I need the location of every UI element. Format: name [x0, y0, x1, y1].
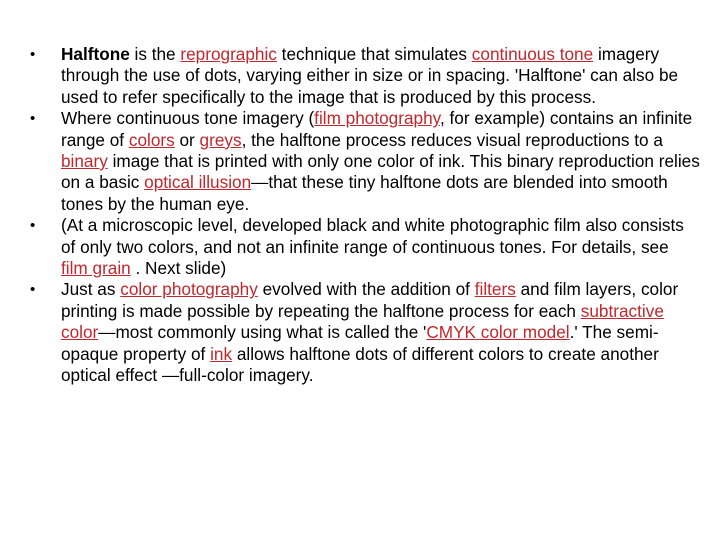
text-span: —most commonly using what is called the ' — [98, 322, 427, 343]
bullet-list — [28, 44, 700, 387]
bullet-dot-icon: • — [30, 217, 36, 235]
bullet-item — [28, 108, 700, 215]
text-span: and film layers, color printing is made possible by repeating the halftone process for each — [61, 279, 679, 321]
term-halftone: Halftone — [61, 44, 130, 64]
bullet-dot-icon: • — [30, 281, 36, 299]
slide-body — [28, 44, 700, 387]
text-span: , the halftone process reduces visual reproductions to a — [241, 129, 663, 150]
text-span: , for example) contains an infinite range of — [61, 108, 693, 150]
text-span: or — [174, 129, 200, 150]
text-span: (At a microscopic level, developed black and white photographic film also consists of only two colors, and not an infinite range of continuous tones. For details, see — [61, 215, 684, 257]
text-span: Where continuous tone imagery ( — [61, 108, 315, 129]
bullet-item — [28, 279, 700, 386]
link-film-grain[interactable]: film grain — [61, 258, 131, 279]
bullet-item — [28, 44, 700, 108]
bullet-dot-icon: • — [30, 46, 36, 63]
link-film-photography[interactable]: film photography — [314, 108, 440, 129]
link-filters[interactable]: filters — [474, 279, 516, 300]
text-span: . Next slide) — [130, 258, 227, 279]
bullet-dot-icon: • — [30, 110, 36, 128]
link-subtractive-color[interactable]: subtractive color — [61, 300, 664, 343]
link-color-photography[interactable]: color photography — [120, 279, 258, 300]
link-ink[interactable]: ink — [210, 343, 233, 364]
text-span: imagery through the use of dots, varying either in size or in spacing. 'Halftone' can also be used to refer specifically to the image that is produced by this process. — [61, 44, 679, 107]
text-span: is the — [129, 44, 181, 64]
text-span: image that is printed with only one color of ink. This binary reproduction relies on a basic — [61, 151, 700, 193]
text-span: Just as — [61, 279, 121, 300]
bullet-item — [28, 215, 700, 279]
link-binary[interactable]: binary — [61, 151, 108, 172]
link-greys[interactable]: greys — [199, 129, 242, 150]
text-span: .' The semi-opaque property of — [61, 322, 659, 364]
link-continuous-tone[interactable]: continuous tone — [471, 44, 594, 64]
link-colors[interactable]: colors — [128, 129, 175, 150]
link-optical-illusion[interactable]: optical illusion — [144, 172, 252, 193]
text-span: —that these tiny halftone dots are blended into smooth tones by the human eye. — [61, 172, 668, 214]
link-cmyk-color-model[interactable]: CMYK color model — [426, 322, 570, 343]
text-span: allows halftone dots of different colors to create another optical effect —full-color imagery. — [61, 343, 659, 386]
text-span: technique that simulates — [276, 44, 472, 64]
link-reprographic[interactable]: reprographic — [180, 44, 277, 64]
text-span: evolved with the addition of — [257, 279, 475, 300]
